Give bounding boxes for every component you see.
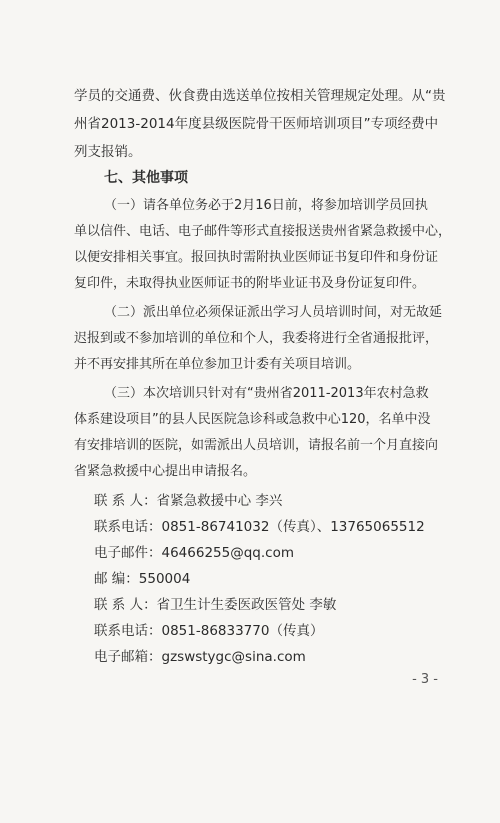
item2-line: （二）派出单位必须保证派出学习人员培训时间，对无故延 — [104, 305, 443, 320]
page-number: - 3 - — [412, 672, 438, 687]
item2-line: 并不再安排其所在单位参加卫计委有关项目培训。 — [74, 357, 361, 372]
contact-postcode: 邮 编：550004 — [94, 571, 191, 587]
section-title: 七、其他事项 — [104, 170, 188, 186]
contact-phone-2: 联系电话：0851-86833770（传真） — [94, 623, 324, 639]
item1-line: 以便安排相关事宜。报回执时需附执业医师证书复印件和身份证 — [74, 250, 439, 265]
contact-email-1: 电子邮件：46466255@qq.com — [94, 545, 294, 561]
para-line: 州省2013-2014年度县级医院骨干医师培训项目”专项经费中 — [74, 116, 439, 132]
contact-person-2: 联 系 人：省卫生计生委医政医管处 李敏 — [94, 597, 337, 613]
item3-line: 有安排培训的医院，如需派出人员培训，请报名前一个月直接向 — [74, 438, 439, 453]
item1-line: 复印件，未取得执业医师证书的附毕业证书及身份证复印件。 — [74, 276, 426, 291]
item3-line: 省紧急救援中心提出申请报名。 — [74, 464, 257, 479]
contact-person-1: 联 系 人：省紧急救援中心 李兴 — [94, 493, 283, 509]
item2-line: 迟报到或不参加培训的单位和个人，我委将进行全省通报批评， — [74, 331, 439, 346]
para-line: 列支报销。 — [74, 144, 142, 160]
item3-line: （三）本次培训只针对有“贵州省2011-2013年农村急救 — [104, 386, 429, 401]
item1-line: 单以信件、电话、电子邮件等形式直接报送贵州省紧急救援中心， — [74, 224, 452, 239]
contact-email-2: 电子邮箱：gzswstygc@sina.com — [94, 649, 306, 665]
item1-line: （一）请各单位务必于2月16日前，将参加培训学员回执 — [104, 198, 428, 213]
para-line: 学员的交通费、伙食费由选送单位按相关管理规定处理。从“贵 — [74, 88, 446, 104]
contact-phone-1: 联系电话：0851-86741032（传真）、13765065512 — [94, 519, 425, 535]
item3-line: 体系建设项目”的县人民医院急诊科或急救中心120，名单中没 — [74, 412, 431, 427]
